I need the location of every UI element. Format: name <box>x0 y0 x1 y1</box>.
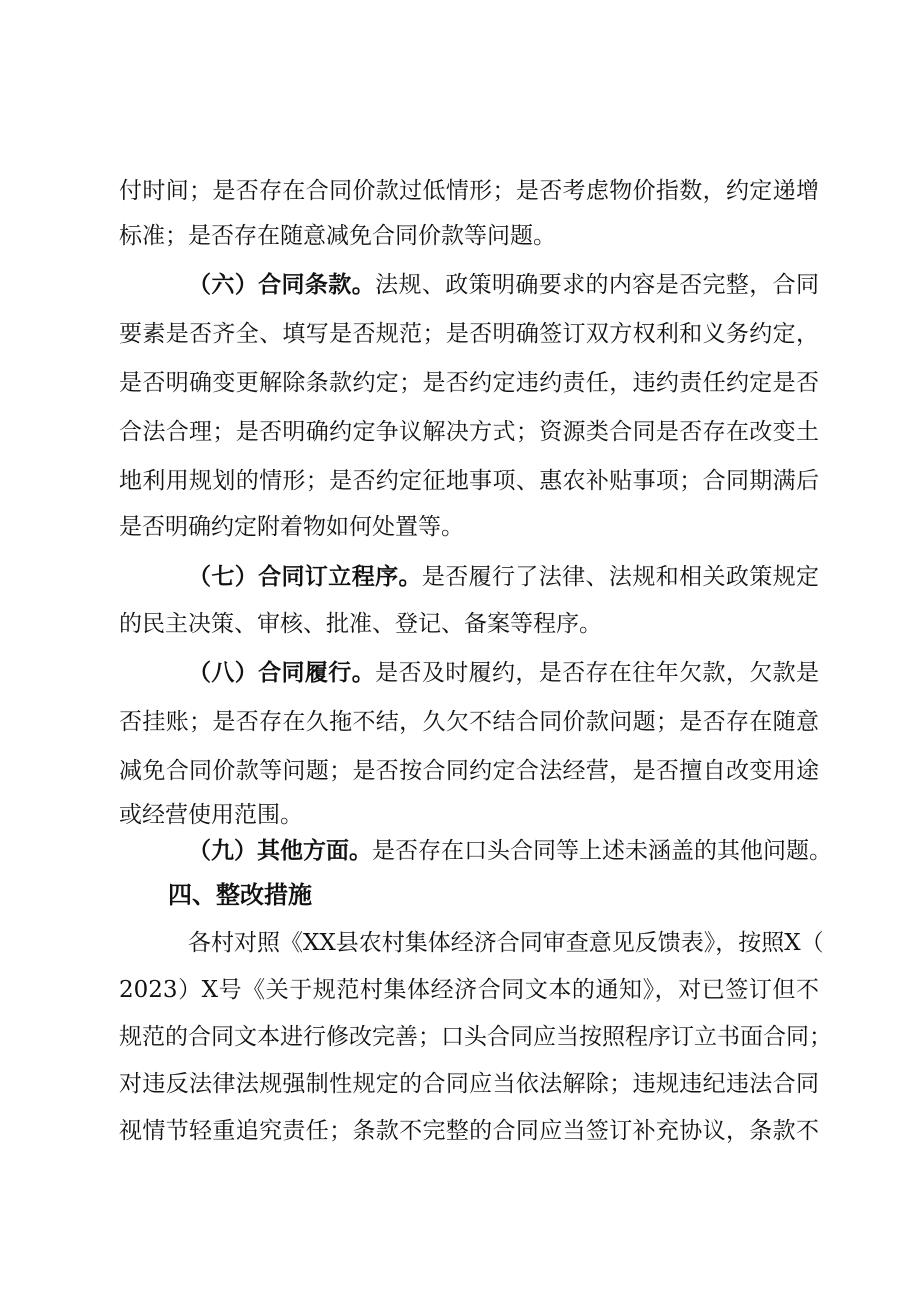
text-line: 是否明确约定附着物如何处置等。 <box>119 514 464 540</box>
text-line: 是否明确变更解除条款约定；是否约定违约责任，违约责任约定是否 <box>119 370 819 396</box>
paragraph-7-text: 是否履行了法律、法规和相关政策规定 <box>421 564 820 590</box>
paragraph-6-first-line <box>188 270 819 300</box>
text-line: 规范的合同文本进行修改完善；口头合同应当按照程序订立书面合同； <box>119 1024 832 1050</box>
text-line: 或经营使用范围。 <box>119 802 303 828</box>
text-line: 合法合理；是否明确约定争议解决方式；资源类合同是否存在改变土 <box>119 419 819 445</box>
text-line: 的民主决策、审核、批准、登记、备案等程序。 <box>119 611 602 637</box>
section-4-first-line: 各村对照《XX县农村集体经济合同审查意见反馈表》，按照X（ <box>188 930 824 956</box>
text-line: 否挂账；是否存在久拖不结，久欠不结合同价款问题；是否存在随意 <box>119 709 819 735</box>
text-line: 标准；是否存在随意减免合同价款等问题。 <box>119 223 556 249</box>
paragraph-8-heading: （八）合同履行。 <box>188 659 376 686</box>
paragraph-6-text: 法规、政策明确要求的内容是否完整，合同 <box>375 272 820 298</box>
text-line: 要素是否齐全、填写是否规范；是否明确签订双方权利和义务约定， <box>119 321 819 347</box>
paragraph-8-text: 是否及时履约，是否存在往年欠款，欠款是 <box>375 660 820 686</box>
paragraph-7-heading: （七）合同订立程序。 <box>188 563 422 590</box>
section-heading: 四、整改措施 <box>168 881 312 909</box>
paragraph-9-heading: （九）其他方面。 <box>188 837 372 864</box>
text-line: 地利用规划的情形；是否约定征地事项、惠农补贴事项；合同期满后 <box>119 468 819 494</box>
paragraph-6-heading: （六）合同条款。 <box>188 271 376 298</box>
text-line: 视情节轻重追究责任；条款不完整的合同应当签订补充协议，条款不 <box>119 1118 819 1144</box>
paragraph-8-first-line <box>188 658 819 688</box>
paragraph-7-first-line <box>188 562 819 592</box>
paragraph-9-line <box>188 836 832 866</box>
text-line: 付时间；是否存在合同价款过低情形；是否考虑物价指数，约定递增 <box>119 178 819 204</box>
paragraph-9-text: 是否存在口头合同等上述未涵盖的其他问题。 <box>372 838 832 864</box>
text-line: 2023）X号《关于规范村集体经济合同文本的通知》，对已签订但不 <box>119 977 819 1003</box>
text-line: 减免合同价款等问题；是否按合同约定合法经营，是否擅自改变用途 <box>119 758 819 784</box>
text-line: 对违反法律法规强制性规定的合同应当依法解除；违规违纪违法合同 <box>119 1071 819 1097</box>
